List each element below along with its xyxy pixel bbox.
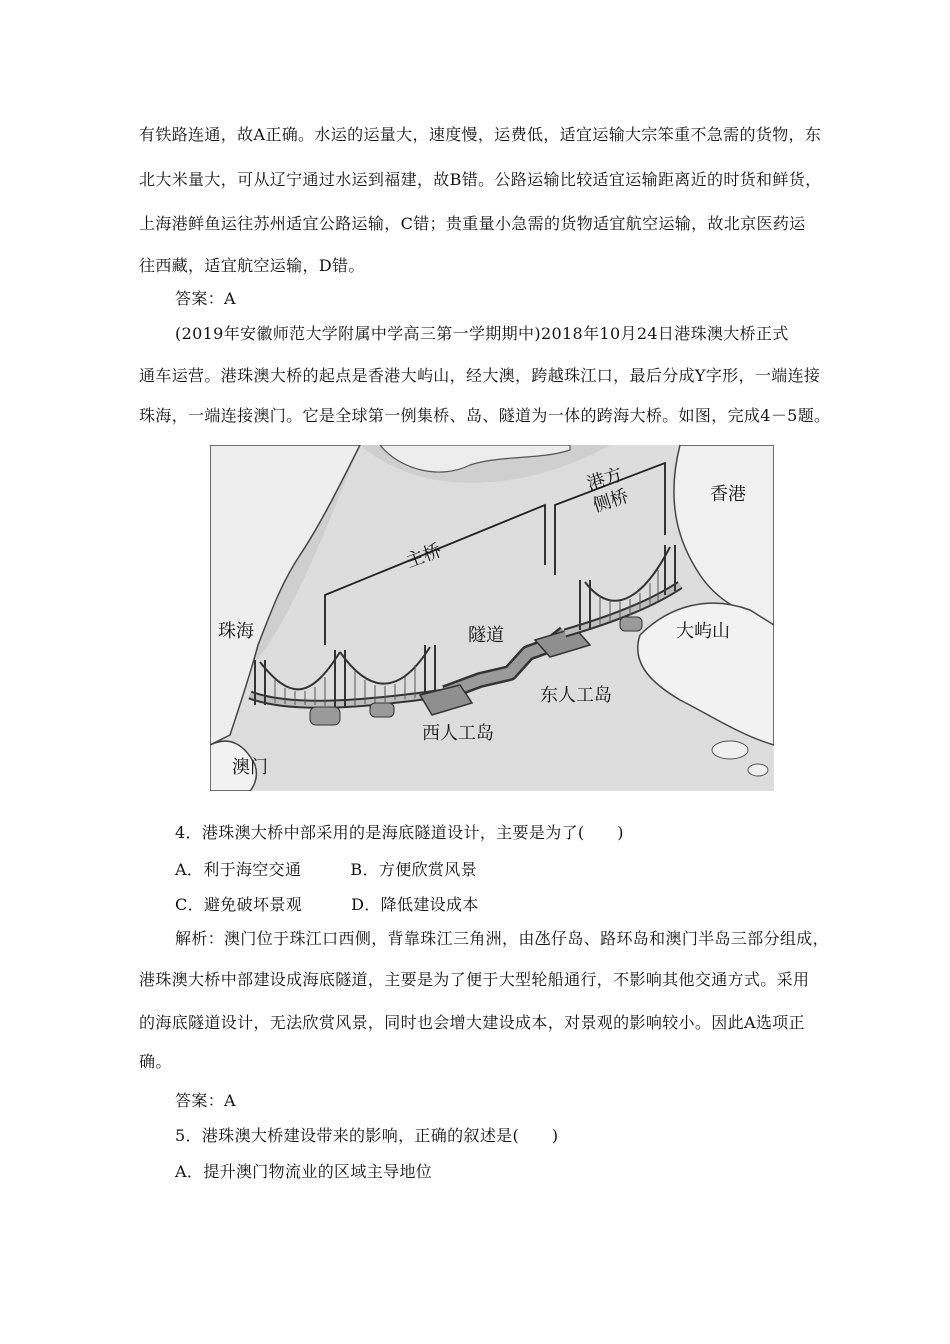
label-hk-side-bridge-1: 港方 [584,463,626,496]
question-4-options-row-2: C．避免破坏景观 D．降低建设成本 [175,895,479,914]
question-5-option-a: A．提升澳门物流业的区域主导地位 [175,1162,433,1181]
label-main-bridge: 主桥 [403,540,445,573]
text-line: 上海港鲜鱼运往苏州适宜公路运输，C错；贵重量小急需的货物适宜航空运输，故北京医药运 [139,214,806,233]
label-tunnel: 隧道 [468,625,504,646]
text-line: 有铁路连通，故A正确。水运的运量大，速度慢，运费低，适宜运输大宗笨重不急需的货物，东 [139,125,822,144]
analysis-line: 的海底隧道设计，无法欣赏风景，同时也会增大建设成本，对景观的影响较小。因此A选项正 [139,1013,805,1032]
intro-line: (2019年安徽师范大学附属中学高三第一学期期中)2018年10月24日港珠澳大桥正式 [175,324,789,343]
analysis-line: 港珠澳大桥中部建设成海底隧道，主要是为了便于大型轮船通行，不影响其他交通方式。采用 [139,970,810,989]
label-east-island: 东人工岛 [540,685,612,706]
text-line: 往西藏，适宜航空运输，D错。 [139,256,365,275]
label-hong-kong: 香港 [710,484,746,505]
label-west-island: 西人工岛 [422,723,494,744]
analysis-line: 确。 [139,1052,172,1071]
intro-line: 通车运营。港珠澳大桥的起点是香港大屿山，经大澳，跨越珠江口，最后分成Y字形，一端连接 [139,366,821,385]
question-4-stem: 4．港珠澳大桥中部采用的是海底隧道设计，主要是为了( ) [175,823,624,842]
answer-line: 答案：A [175,1091,236,1110]
analysis-line: 解析：澳门位于珠江口西侧，背靠珠江三角洲，由氹仔岛、路环岛和澳门半岛三部分组成， [175,929,830,948]
label-hk-side-bridge-2: 侧桥 [590,485,632,517]
answer-line: 答案：A [175,289,236,308]
label-macau: 澳门 [232,757,268,778]
question-4-options-row-1: A．利于海空交通 B．方便欣赏风景 [175,860,477,879]
intro-line: 珠海，一端连接澳门。它是全球第一例集桥、岛、隧道为一体的跨海大桥。如图，完成4－5题。 [139,406,831,425]
question-5-stem: 5．港珠澳大桥建设带来的影响，正确的叙述是( ) [175,1126,559,1145]
label-lantau: 大屿山 [676,621,730,642]
bridge-map-figure [210,445,774,791]
text-line: 北大米量大，可从辽宁通过水运到福建，故B错。公路运输比较适宜运输距离近的时货和鲜货， [139,170,822,189]
label-zhuhai: 珠海 [218,621,254,642]
